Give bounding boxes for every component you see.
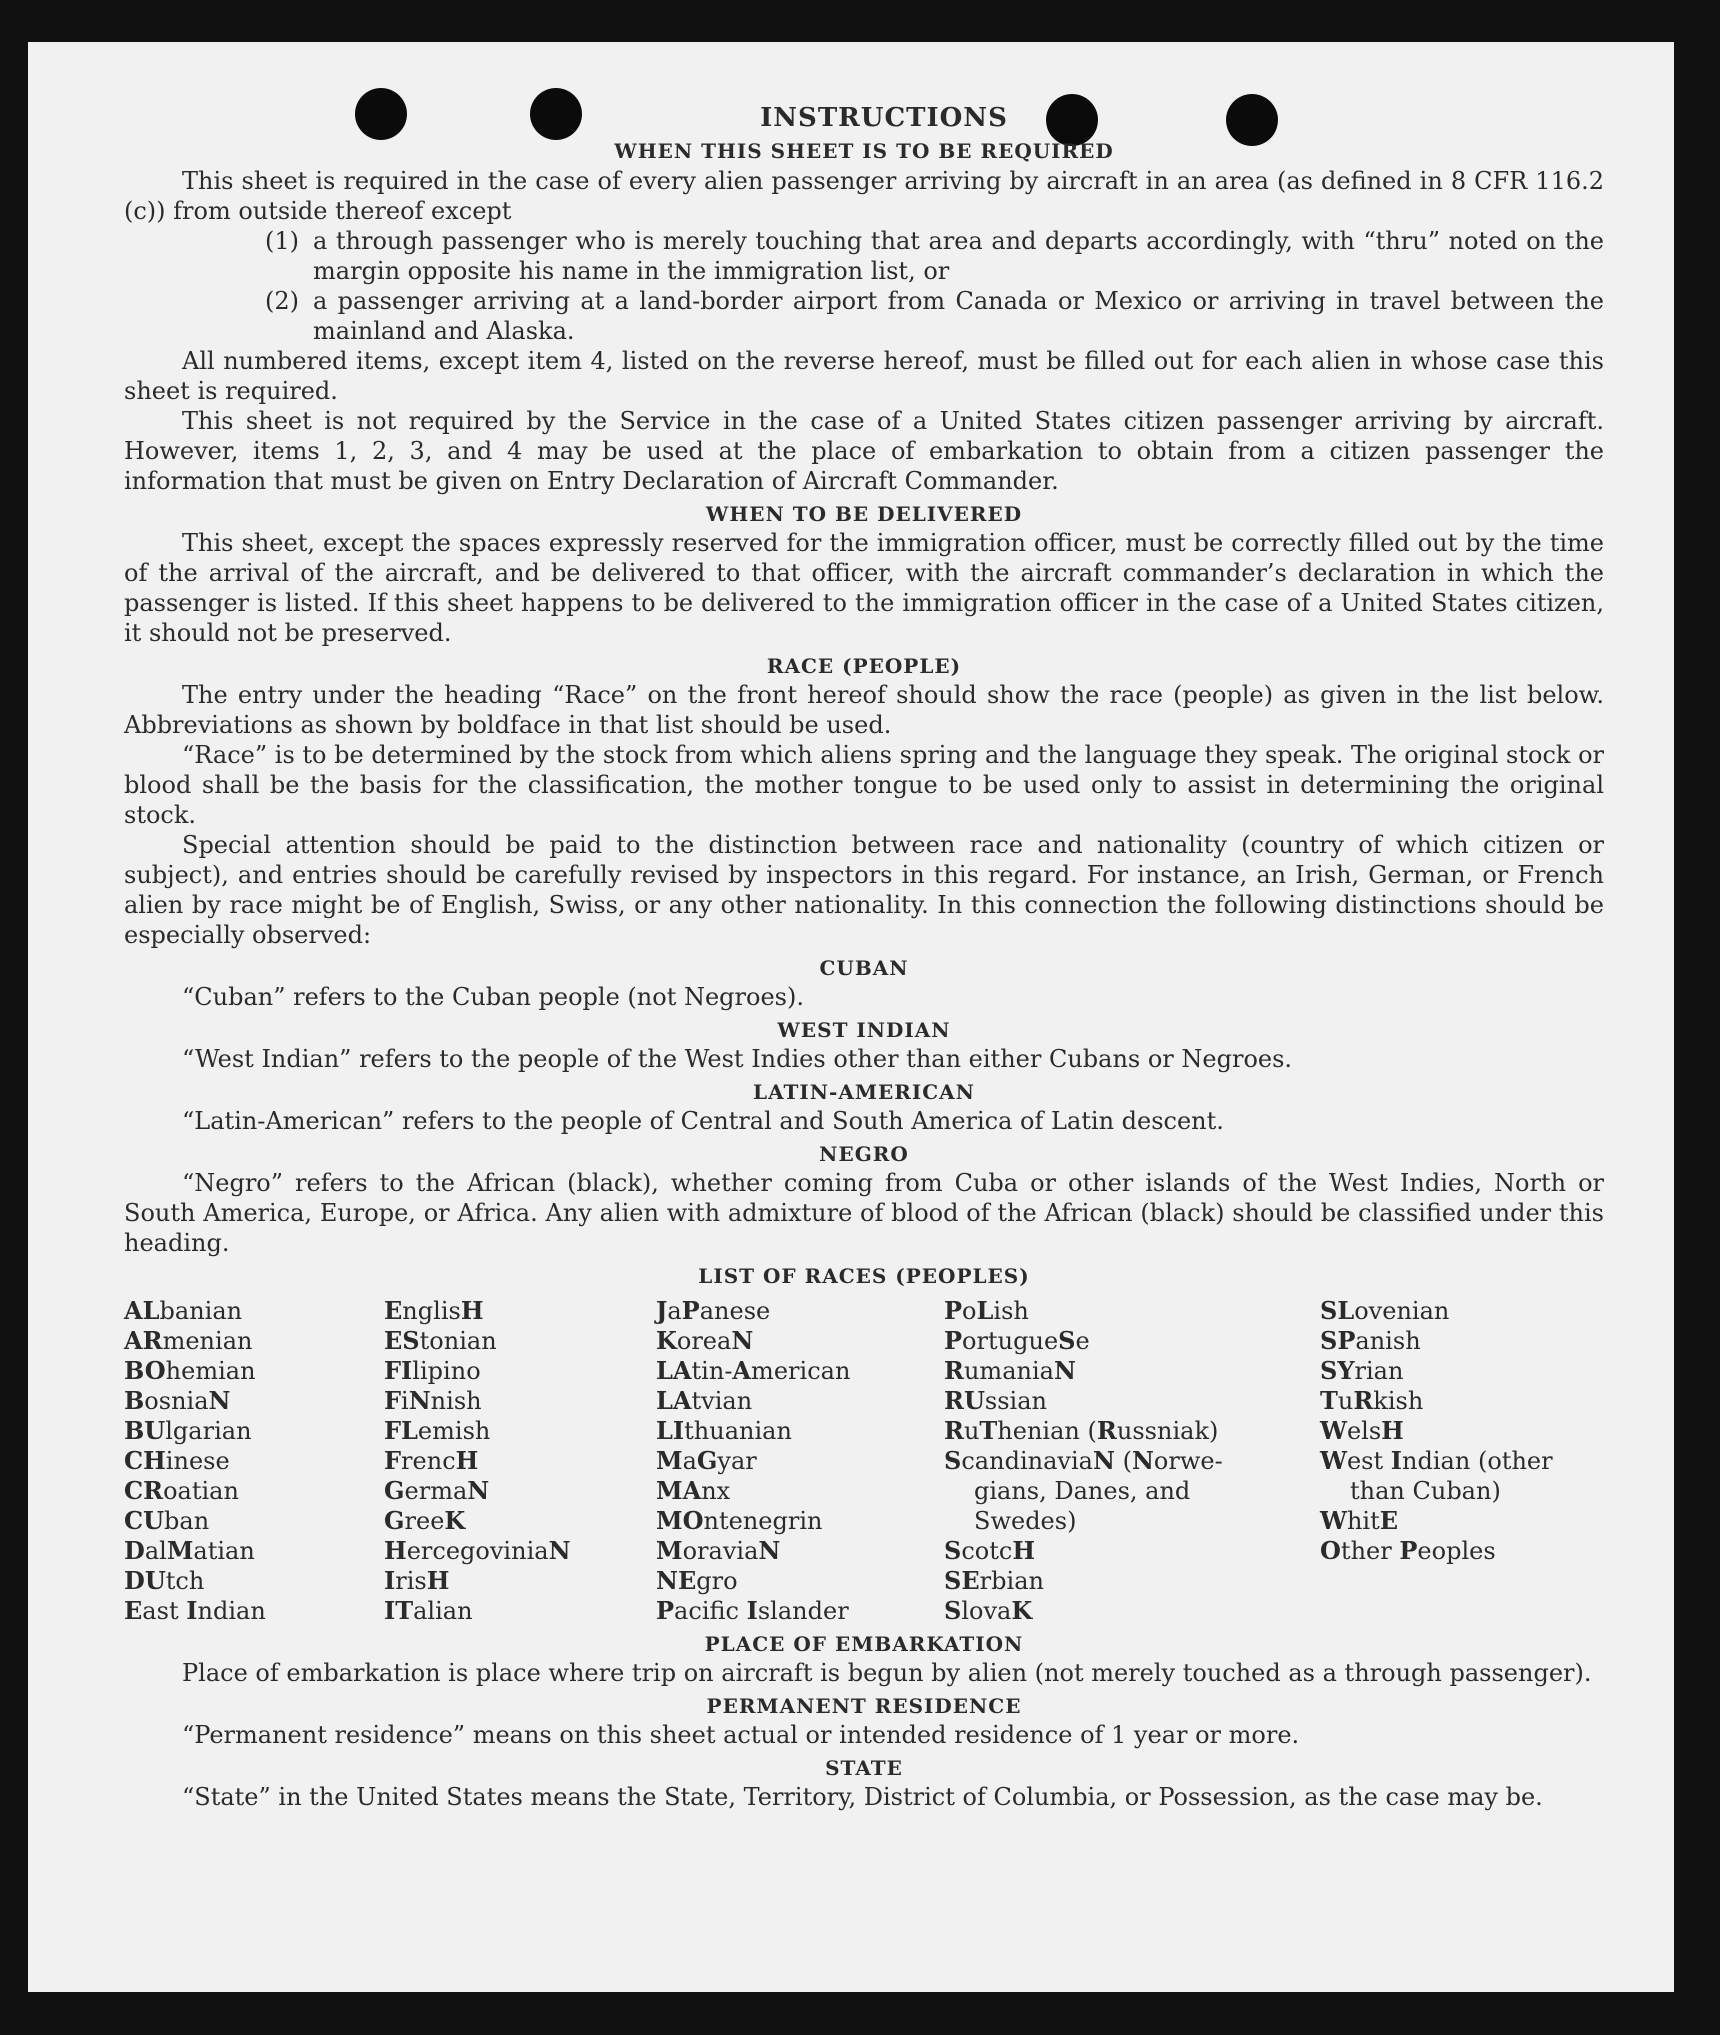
race-entry: BosniaN: [124, 1386, 231, 1415]
paragraph-west-indian: “West Indian” refers to the people of the West Indies other than either Cubans or Negroes.: [182, 1045, 1293, 1073]
race-entry: LAtvian: [656, 1386, 753, 1415]
race-entry: LAtin-American: [656, 1356, 851, 1385]
races-column: [656, 1296, 944, 1626]
race-entry: MaGyar: [656, 1446, 757, 1475]
heading-list-of-races: LIST OF RACES (PEOPLES): [698, 1264, 1030, 1288]
heading-latin-american: LATIN-AMERICAN: [753, 1080, 975, 1104]
race-entry: GreeK: [384, 1506, 466, 1535]
race-entry: Other Peoples: [1320, 1536, 1496, 1565]
race-entry-continued: Swedes): [974, 1507, 1077, 1535]
race-entry: MAnx: [656, 1476, 731, 1505]
race-entry: CRoatian: [124, 1476, 239, 1505]
race-entry: ScandinaviaN (Norwe-: [944, 1446, 1223, 1475]
race-entry: SPanish: [1320, 1326, 1421, 1355]
heading-when-delivered: WHEN TO BE DELIVERED: [705, 502, 1023, 526]
race-entry: SErbian: [944, 1566, 1044, 1595]
races-column: [124, 1296, 384, 1626]
race-entry: CUban: [124, 1506, 210, 1535]
race-entry: FiNnish: [384, 1386, 482, 1415]
race-entry: LIthuanian: [656, 1416, 792, 1445]
heading-negro: NEGRO: [819, 1142, 909, 1166]
race-entry: PortugueSe: [944, 1326, 1090, 1355]
heading-state: STATE: [825, 1756, 903, 1780]
race-entry: PoLish: [944, 1296, 1029, 1325]
race-entry: MOntenegrin: [656, 1506, 823, 1535]
race-entry: ScotcH: [944, 1536, 1036, 1565]
races-column: [1320, 1296, 1580, 1626]
race-entry-continued: gians, Danes, and: [974, 1477, 1191, 1505]
paragraph-state: “State” in the United States means the State, Territory, District of Columbia, or Possession, as the case may be.: [182, 1783, 1543, 1811]
race-entry: GermaN: [384, 1476, 490, 1505]
race-entry: WhitE: [1320, 1506, 1399, 1535]
paragraph-race-2: “Race” is to be determined by the stock from which aliens spring and the language they speak. The original stock or blood shall be the basis for the classification, the mother tongue to be used only to assist in determining the original stock.: [124, 741, 1604, 829]
race-entry: TuRkish: [1320, 1386, 1424, 1415]
race-entry: SLovenian: [1320, 1296, 1450, 1325]
race-entry: KoreaN: [656, 1326, 754, 1355]
paragraph-latin-american: “Latin-American” refers to the people of Central and South America of Latin descent.: [182, 1107, 1224, 1135]
exception-number: (1): [265, 227, 299, 255]
race-entry: East Indian: [124, 1596, 266, 1625]
race-entry: West Indian (other: [1320, 1446, 1553, 1475]
exception-text: a passenger arriving at a land-border airport from Canada or Mexico or arriving in travel between the mainland and Alaska.: [313, 287, 1604, 345]
exception-item: [124, 226, 1604, 286]
paragraph-required-intro: This sheet is required in the case of every alien passenger arriving by aircraft in an area (as defined in 8 CFR 116.2 (c)) from outside thereof except: [124, 167, 1604, 225]
race-entry: MoraviaN: [656, 1536, 781, 1565]
paragraph-citizen: This sheet is not required by the Service in the case of a United States citizen passenger arriving by aircraft. However, items 1, 2, 3, and 4 may be used at the place of embarkation to obtain from a citizen passenger the information that must be given on Entry Declaration of Aircraft Commander.: [124, 407, 1604, 495]
races-column: [944, 1296, 1320, 1626]
race-entry: RumaniaN: [944, 1356, 1076, 1385]
race-entry: DalMatian: [124, 1536, 255, 1565]
paragraph-race-1: The entry under the heading “Race” on the front hereof should show the race (people) as given in the list below. Abbreviations as shown by boldface in that list should be used.: [124, 681, 1604, 739]
race-entry: ITalian: [384, 1596, 473, 1625]
race-entry: ALbanian: [124, 1296, 243, 1325]
heading-race: RACE (PEOPLE): [766, 654, 962, 678]
race-entry: JaPanese: [656, 1296, 771, 1325]
exception-item: [124, 286, 1604, 346]
document-body: [124, 102, 1604, 1812]
paragraph-race-3: Special attention should be paid to the distinction between race and nationality (country of which citizen or subject), and entries should be carefully revised by inspectors in this regard. For instance, an Irish, German, or French alien by race might be of English, Swiss, or any other nationality. In this connection the following distinctions should be especially observed:: [124, 831, 1604, 949]
race-entry: BUlgarian: [124, 1416, 252, 1445]
race-entry-continued: than Cuban): [1350, 1477, 1501, 1505]
paragraph-delivery: This sheet, except the spaces expressly reserved for the immigration officer, must be correctly filled out by the time of the arrival of the aircraft, and be delivered to that officer, with the aircraft commander’s declaration in which the passenger is listed. If this sheet happens to be delivered to the immigration officer in the case of a United States citizen, it should not be preserved.: [124, 529, 1604, 647]
races-column: [384, 1296, 656, 1626]
race-entry: EStonian: [384, 1326, 497, 1355]
page-title: INSTRUCTIONS: [760, 103, 1008, 133]
heading-west-indian: WEST INDIAN: [777, 1018, 951, 1042]
race-entry: EnglisH: [384, 1296, 484, 1325]
paragraph-embarkation: Place of embarkation is place where trip on aircraft is begun by alien (not merely touched as a through passenger).: [182, 1659, 1592, 1687]
race-entry: SYrian: [1320, 1356, 1404, 1385]
heading-permanent-residence: PERMANENT RESIDENCE: [706, 1694, 1022, 1718]
paragraph-negro: “Negro” refers to the African (black), whether coming from Cuba or other islands of the West Indies, North or South America, Europe, or Africa. Any alien with admixture of blood of the African (black) should be classified under this heading.: [124, 1169, 1604, 1257]
heading-embarkation: PLACE OF EMBARKATION: [704, 1632, 1024, 1656]
race-entry: HercegoviniaN: [384, 1536, 571, 1565]
exception-text: a through passenger who is merely touching that area and departs accordingly, with “thru” noted on the margin opposite his name in the immigration list, or: [313, 227, 1604, 285]
race-entry: CHinese: [124, 1446, 230, 1475]
paragraph-cuban: “Cuban” refers to the Cuban people (not Negroes).: [182, 983, 804, 1011]
race-entry: NEgro: [656, 1566, 738, 1595]
race-entry: BOhemian: [124, 1356, 256, 1385]
exception-number: (2): [265, 287, 299, 315]
race-entry: RUssian: [944, 1386, 1048, 1415]
race-entry: IrisH: [384, 1566, 450, 1595]
paragraph-numbered-items: All numbered items, except item 4, listed on the reverse hereof, must be filled out for each alien in whose case this sheet is required.: [124, 347, 1604, 405]
document-page: [28, 42, 1674, 1992]
race-entry: FLemish: [384, 1416, 491, 1445]
race-entry: FIlipino: [384, 1356, 481, 1385]
paragraph-residence: “Permanent residence” means on this sheet actual or intended residence of 1 year or more.: [182, 1721, 1300, 1749]
heading-when-required: WHEN THIS SHEET IS TO BE REQUIRED: [614, 139, 1114, 163]
race-entry: FrencH: [384, 1446, 479, 1475]
heading-cuban: CUBAN: [819, 956, 909, 980]
race-entry: ARmenian: [124, 1326, 253, 1355]
race-entry: Pacifc Islander: [656, 1596, 849, 1625]
race-entry: DUtch: [124, 1566, 205, 1595]
races-table: [124, 1296, 1604, 1626]
race-entry: WelsH: [1320, 1416, 1404, 1445]
race-entry: RuThenian (Russniak): [944, 1416, 1219, 1445]
race-entry: SlovaK: [944, 1596, 1033, 1625]
